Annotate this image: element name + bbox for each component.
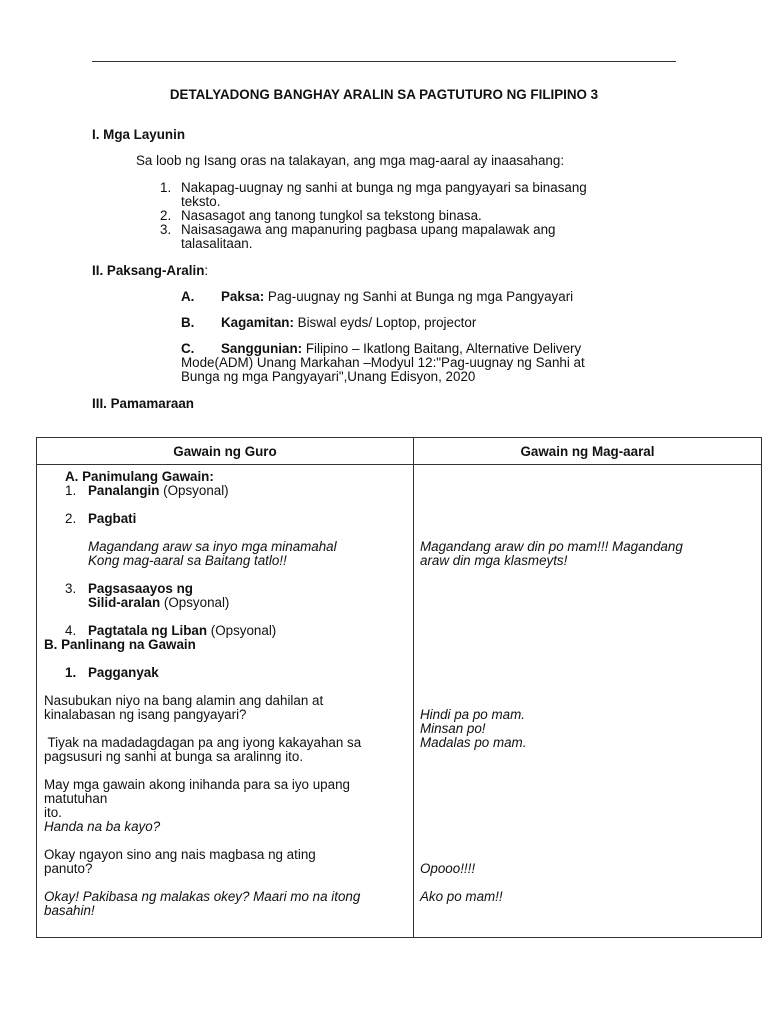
- guro-statement-2-line1: Tiyak na madadagdagan pa ang iyong kakayahan sa: [44, 735, 362, 750]
- layunin-intro: Sa loob ng Isang oras na talakayan, ang mga mag-aaral ay inaasahang:: [136, 153, 565, 168]
- guro-statement-3-line2: matutuhan: [44, 791, 108, 806]
- guro-bati-line1: Magandang araw sa inyo mga minamahal: [88, 539, 337, 554]
- sanggunian-text-line2: Mode(ADM) Unang Markahan –Modyul 12:"Pag-uugnay ng Sanhi at: [181, 355, 585, 370]
- panalangin-line: [88, 483, 229, 498]
- panalangin-label: Panalangin: [88, 483, 160, 498]
- header-gawain-ng-mag-aaral: Gawain ng Mag-aaral: [414, 438, 762, 465]
- sanggunian-letter: C.: [181, 341, 195, 356]
- pagtatala-label: Pagtatala ng Liban: [88, 623, 208, 638]
- layunin-item-2-number: 2.: [160, 208, 172, 223]
- pagbati-number: 2.: [65, 511, 77, 526]
- pagsasaayos-number: 3.: [65, 581, 77, 596]
- layunin-item-3-text-cont: talasalitaan.: [181, 236, 253, 251]
- silid-aralan-note: (Opsyonal): [160, 595, 230, 610]
- mag-aaral-response-3: Madalas po mam.: [420, 735, 527, 750]
- layunin-item-1-text: Nakapag-uugnay ng sanhi at bunga ng mga pangyayari sa binasang: [181, 180, 587, 195]
- pagsasaayos-label: Pagsasaayos ng: [88, 581, 193, 596]
- guro-statement-3-line1: May mga gawain akong inihanda para sa iyo upang: [44, 777, 350, 792]
- layunin-item-2-text: Nasasagot ang tanong tungkol sa tekstong binasa.: [181, 208, 482, 223]
- panimulang-gawain-heading: A. Panimulang Gawain:: [65, 469, 214, 484]
- panalangin-number: 1.: [65, 483, 77, 498]
- guro-statement-5-line1: Okay! Pakibasa ng malakas okey? Maari mo na itong: [44, 889, 361, 904]
- mag-aaral-bati-line1: Magandang araw din po mam!!! Magandang: [420, 539, 683, 554]
- panlinang-heading: B. Panlinang na Gawain: [44, 637, 196, 652]
- guro-question-1-line1: Nasubukan niyo na bang alamin ang dahilan at: [44, 693, 324, 708]
- mag-aaral-response-1: Hindi pa po mam.: [420, 707, 525, 722]
- layunin-item-1-text-cont: teksto.: [181, 194, 221, 209]
- mag-aaral-response-5: Ako po mam!!: [420, 889, 503, 904]
- table-header-row: [37, 438, 762, 465]
- sanggunian-text-line3: Bunga ng mga Pangyayari",Unang Edisyon, 2020: [181, 369, 476, 384]
- sanggunian-line: [221, 341, 581, 356]
- paksa-label: Paksa:: [221, 289, 265, 304]
- mag-aaral-bati-line2: araw din mga klasmeyts!: [420, 553, 568, 568]
- panalangin-note: (Opsyonal): [159, 483, 229, 498]
- guro-statement-5-line2: basahin!: [44, 903, 95, 918]
- guro-question-1-line2: kinalabasan ng isang pangyayari?: [44, 707, 247, 722]
- pagbati-label: Pagbati: [88, 511, 137, 526]
- mag-aaral-response-2: Minsan po!: [420, 721, 486, 736]
- header-gawain-ng-guro: Gawain ng Guro: [37, 438, 414, 465]
- kagamitan-label: Kagamitan:: [221, 315, 294, 330]
- guro-statement-2-line2: pagsusuri ng sanhi at bunga sa aralinng ito.: [44, 749, 304, 764]
- kagamitan-line: [221, 315, 476, 330]
- pagganyak-number: 1.: [65, 665, 77, 680]
- document-title: DETALYADONG BANGHAY ARALIN SA PAGTUTURO NG FILIPINO 3: [169, 87, 599, 102]
- sanggunian-text: Filipino – Ikatlong Baitang, Alternative Delivery: [302, 341, 582, 356]
- mag-aaral-response-4: Opooo!!!!: [420, 861, 476, 876]
- guro-statement-3-line3: ito.: [44, 805, 62, 820]
- top-horizontal-rule: [92, 61, 676, 62]
- paksang-aralin-heading: II. Paksang-Aralin: [92, 263, 205, 278]
- guro-question-4-line2: panuto?: [44, 861, 93, 876]
- pagtatala-number: 4.: [65, 623, 77, 638]
- pagganyak-label: Pagganyak: [88, 665, 159, 680]
- mag-aaral-column: [414, 465, 762, 938]
- sanggunian-label: Sanggunian:: [221, 341, 303, 356]
- table-body-row: [37, 465, 762, 938]
- guro-column: [37, 465, 414, 938]
- layunin-item-1-number: 1.: [160, 180, 172, 195]
- guro-statement-3-line4: Handa na ba kayo?: [44, 819, 161, 834]
- paksang-aralin-heading-line: [92, 263, 208, 278]
- pamamaraan-heading: III. Pamamaraan: [92, 396, 194, 411]
- pamamaraan-table: [36, 437, 762, 938]
- silid-aralan-line: [88, 595, 229, 610]
- kagamitan-letter: B.: [181, 315, 195, 330]
- paksa-letter: A.: [181, 289, 195, 304]
- pagtatala-note: (Opsyonal): [207, 623, 277, 638]
- layunin-item-3-text: Naisasagawa ang mapanuring pagbasa upang mapalawak ang: [181, 222, 556, 237]
- paksang-aralin-colon: :: [204, 263, 209, 278]
- guro-bati-line2: Kong mag-aaral sa Baitang tatlo!!: [88, 553, 287, 568]
- paksa-line: [221, 289, 573, 304]
- silid-aralan-label: Silid-aralan: [88, 595, 161, 610]
- kagamitan-text: Biswal eyds/ Loptop, projector: [293, 315, 477, 330]
- layunin-item-3-number: 3.: [160, 222, 172, 237]
- pagtatala-line: [88, 623, 276, 638]
- layunin-heading: I. Mga Layunin: [92, 127, 185, 142]
- paksa-text: Pag-uugnay ng Sanhi at Bunga ng mga Pangyayari: [264, 289, 574, 304]
- guro-question-4-line1: Okay ngayon sino ang nais magbasa ng ating: [44, 847, 316, 862]
